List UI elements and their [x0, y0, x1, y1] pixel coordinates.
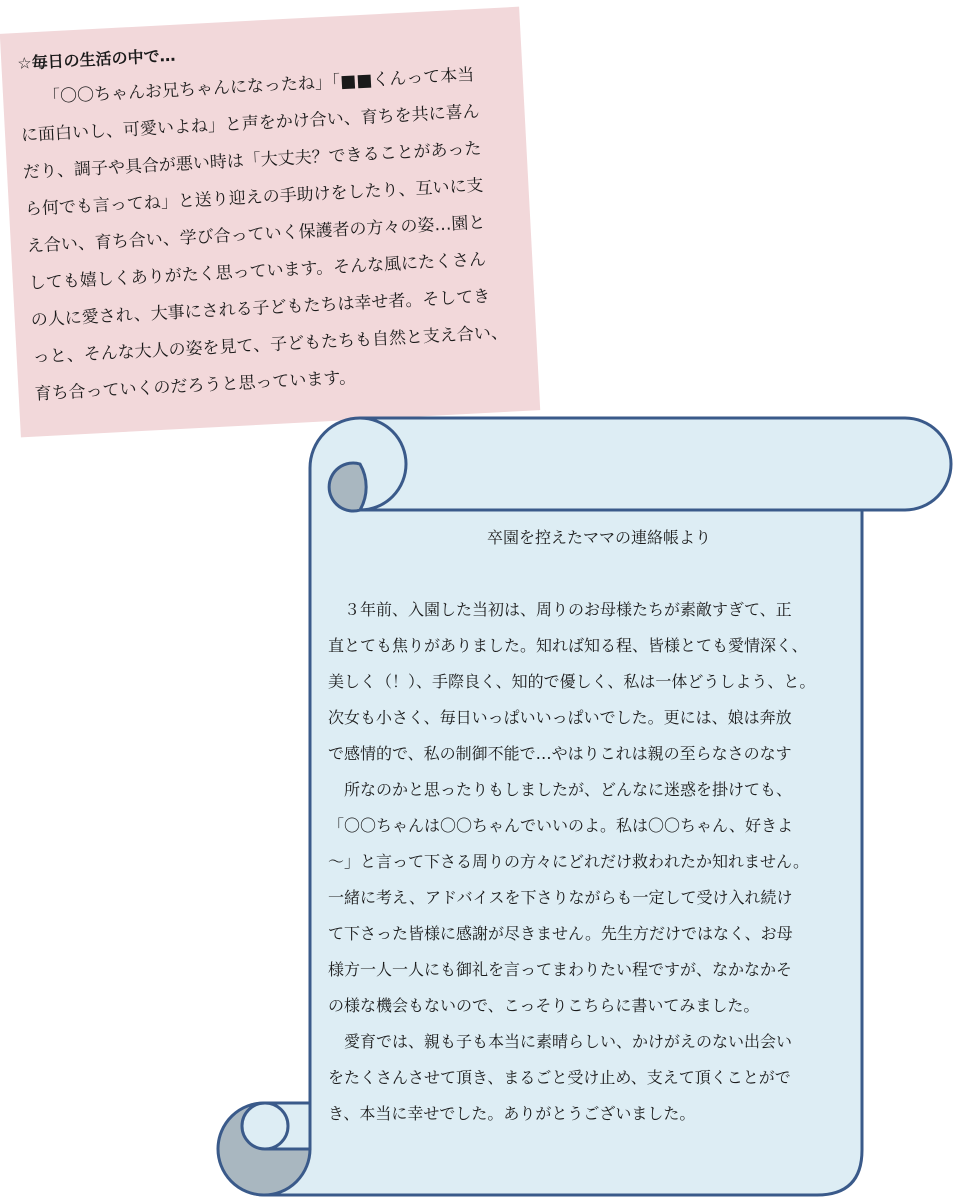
- scroll-line: ３年前、入園した当初は、周りのお母様たちが素敵すぎて、正: [344, 600, 792, 619]
- note-line: え合い、育ち合い、学び合っていく保護者の方々の姿…園と: [26, 212, 486, 257]
- note-title: ☆毎日の生活の中で…: [16, 45, 176, 73]
- scroll-line: 愛育では、親も子も本当に素晴らしい、かけがえのない出会い: [344, 1032, 793, 1051]
- note-line: 「〇〇ちゃんお兄ちゃんになったね」「■■くんって本当: [42, 65, 475, 108]
- scroll-title: 卒園を控えたママの連絡帳より: [486, 528, 711, 547]
- scroll-line: 美しく（！）、手際良く、知的で優しく、私は一体どうしよう、と。: [328, 672, 816, 691]
- scroll-line: 所なのかと思ったりもしましたが、どんなに迷惑を掛けても、: [344, 780, 793, 799]
- scroll-line: の様な機会もないので、こっそりこちらに書いてみました。: [328, 996, 760, 1015]
- scroll-line: 一緒に考え、アドバイスを下さりながらも一定して受け入れ続け: [328, 888, 793, 907]
- scroll-line: 直とても焦りがありました。知れば知る程、皆様とても愛情深く、: [328, 636, 808, 655]
- note-line: っと、そんな大人の姿を見て、子どもたちも自然と支え合い、: [32, 322, 509, 368]
- note-line: ら何でも言ってね」と送り迎えの手助けをしたり、互いに支: [24, 175, 484, 220]
- scroll-line: で感情的で、私の制御不能で…やはりこれは親の至らなさのなす: [328, 744, 792, 763]
- note-line: しても嬉しくありがたく思っています。そんな風にたくさん: [28, 249, 487, 294]
- note-line: だり、調子や具合が悪い時は「大丈夫？できることがあった: [22, 138, 482, 183]
- scroll-line: 様方一人一人にも御礼を言ってまわりたい程ですが、なかなかそ: [328, 960, 793, 979]
- scroll-line: ～」と言って下さる周りの方々にどれだけ救われたか知れません。: [328, 852, 809, 871]
- scroll-content: [320, 520, 860, 1132]
- scroll-line: き、本当に幸せでした。ありがとうございました。: [328, 1104, 696, 1123]
- note-line: の人に愛され、大事にされる子どもたちは幸せ者。そしてき: [30, 286, 491, 331]
- note-line: 育ち合っていくのだろうと思っています。: [34, 367, 357, 405]
- scroll-line: をたくさんさせて頂き、まるごと受け止め、支えて頂くことがで: [328, 1068, 791, 1087]
- note-line: に面白いし、可愛いよね」と声をかけ合い、育ちを共に喜ん: [20, 101, 481, 146]
- scroll-line: 「〇〇ちゃんは〇〇ちゃんでいいのよ。私は〇〇ちゃん、好きよ: [328, 816, 793, 835]
- top-curl: [329, 463, 366, 511]
- scroll-line: て下さった皆様に感謝が尽きません。先生方だけではなく、お母: [328, 924, 793, 943]
- scroll-line: 次女も小さく、毎日いっぱいいっぱいでした。更には、娘は奔放: [328, 708, 792, 727]
